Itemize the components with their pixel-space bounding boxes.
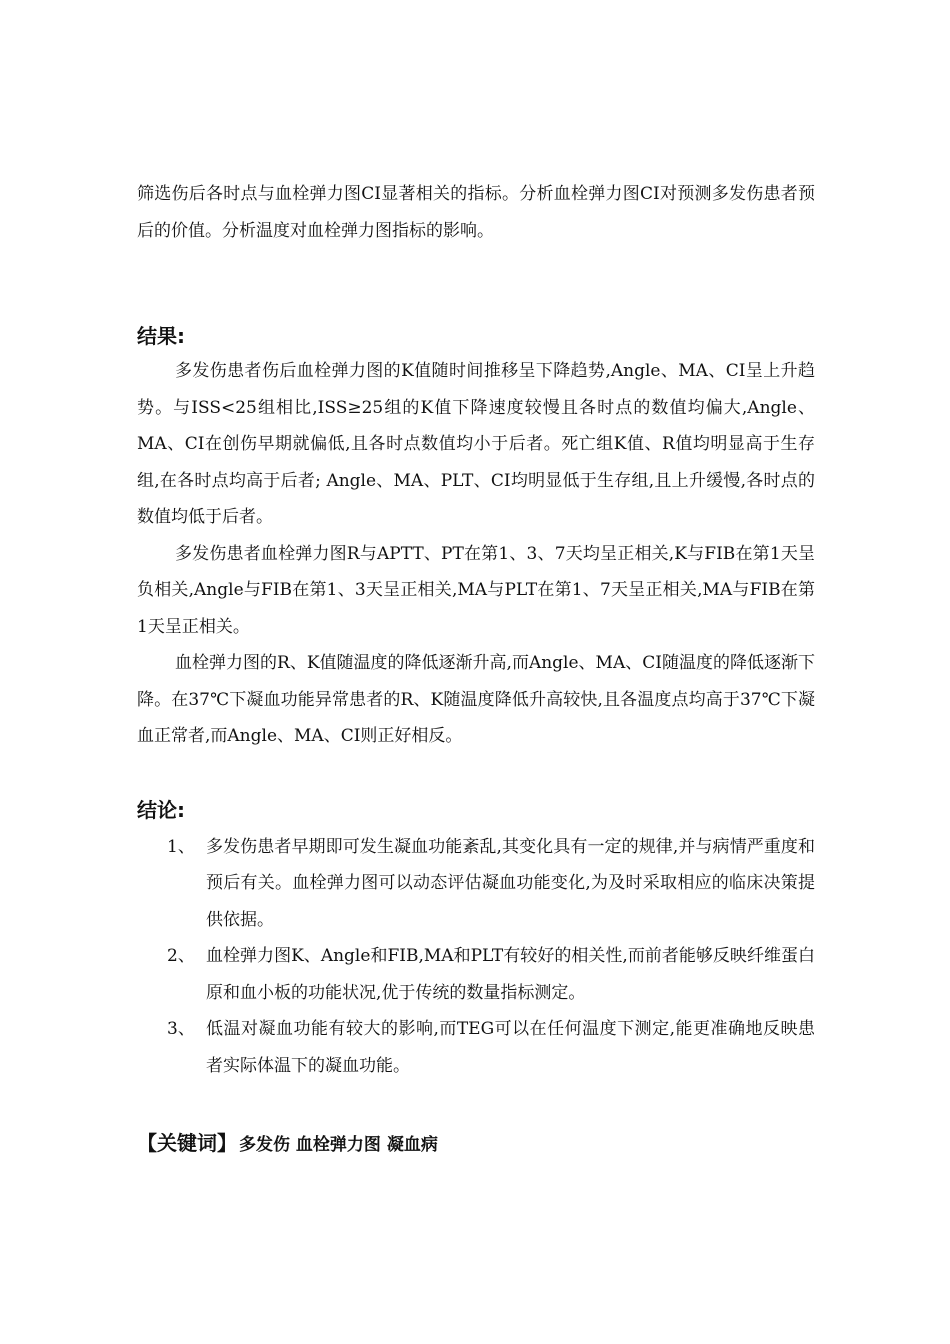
keywords-text: 多发伤 血栓弹力图 凝血病 (239, 1135, 438, 1155)
intro-paragraph: 筛选伤后各时点与血栓弹力图CI显著相关的指标。分析血栓弹力图CI对预测多发伤患者预后的价值。分析温度对血栓弹力图指标的影响。 (137, 184, 815, 241)
conclusion-item-number: 2、 (167, 946, 195, 966)
conclusion-item (137, 1011, 815, 1084)
conclusion-item-number: 3、 (167, 1019, 195, 1039)
keywords-label: 【关键词】 (137, 1131, 237, 1155)
conclusion-item (137, 938, 815, 1011)
results-paragraph-3: 血栓弹力图的R、K值随温度的降低逐渐升高,而Angle、MA、CI随温度的降低逐渐下降。在37℃下凝血功能异常患者的R、K随温度降低升高较快,且各温度点均高于37℃下凝血正常者,而Angle、MA、CI则正好相反。 (137, 653, 815, 746)
keywords-line (137, 1128, 815, 1160)
results-heading: 结果: (137, 324, 185, 348)
conclusion-item-number: 1、 (167, 836, 195, 857)
conclusion-item-text: 低温对凝血功能有较大的影响,而TEG可以在任何温度下测定,能更准确地反映患者实际体温下的凝血功能。 (206, 1019, 815, 1076)
results-paragraph-1: 多发伤患者伤后血栓弹力图的K值随时间推移呈下降趋势,Angle、MA、CI呈上升趋势。与ISS<25组相比,ISS≥25组的K值下降速度较慢且各时点的数值均偏大,Angle、MA、CI在创伤早期就偏低,且各时点数值均小于后者。死亡组K值、R值均明显高于生存组,在各时点均高于后者; Angle、MA、PLT、CI均明显低于生存组,且上升缓慢,各时点的数值均低于后者。 (137, 361, 815, 527)
results-paragraph-2: 多发伤患者血栓弹力图R与APTT、PT在第1、3、7天均呈正相关,K与FIB在第1天呈负相关,Angle与FIB在第1、3天呈正相关,MA与PLT在第1、7天呈正相关,MA与FIB在第1天呈正相关。 (137, 543, 815, 637)
document-page (137, 176, 815, 1160)
conclusion-heading: 结论: (137, 797, 185, 822)
conclusion-list (137, 829, 815, 1085)
conclusion-item-text: 多发伤患者早期即可发生凝血功能紊乱,其变化具有一定的规律,并与病情严重度和预后有关。血栓弹力图可以动态评估凝血功能变化,为及时采取相应的临床决策提供依据。 (206, 836, 815, 930)
conclusion-item-text: 血栓弹力图K、Angle和FIB,MA和PLT有较好的相关性,而前者能够反映纤维蛋白原和血小板的功能状况,优于传统的数量指标测定。 (206, 946, 815, 1003)
conclusion-item (137, 829, 815, 939)
